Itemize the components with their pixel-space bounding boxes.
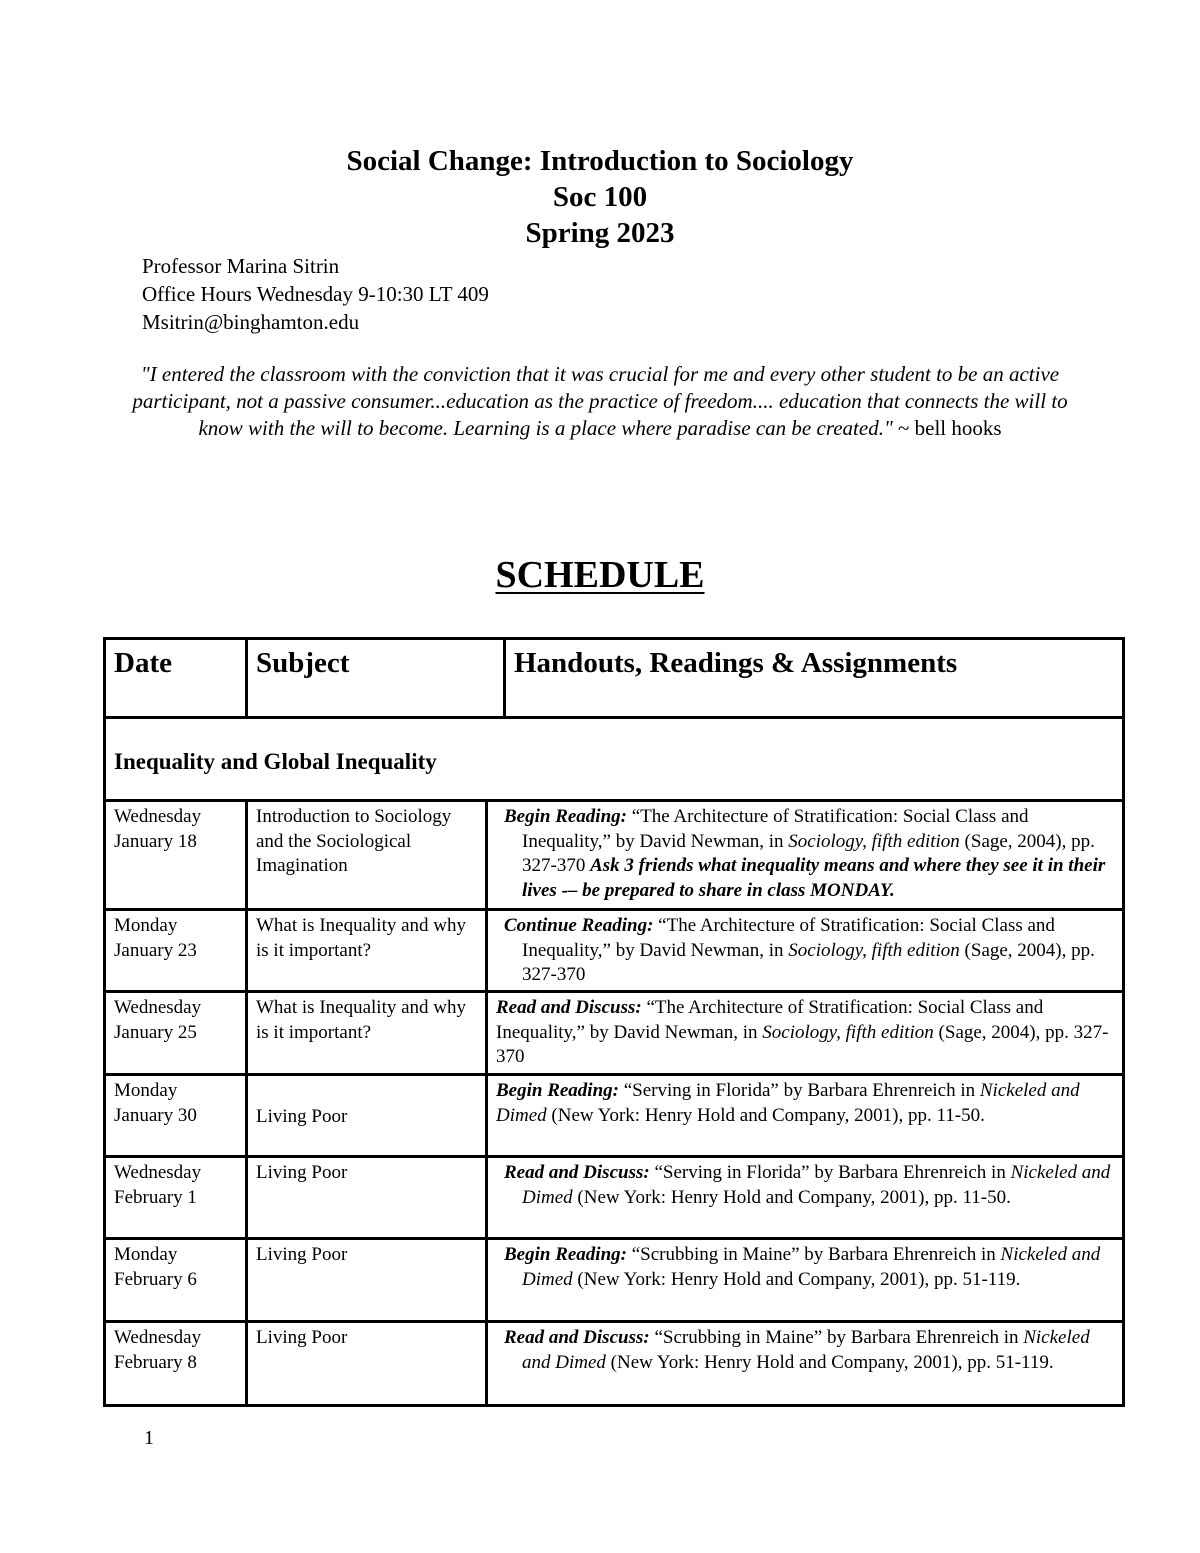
date-cell <box>106 1158 248 1237</box>
readings-cell <box>488 993 1122 1073</box>
row-day: Monday <box>114 915 178 936</box>
table-row <box>106 802 1122 911</box>
quote-attribution: ~ bell hooks <box>892 416 1002 440</box>
reading-tail: (New York: Henry Hold and Company, 2001), pp. 51-119. <box>572 1268 1021 1290</box>
date-cell <box>106 911 248 990</box>
date-cell <box>106 802 248 908</box>
book-title: Sociology, fifth edition <box>762 1021 934 1043</box>
reading-tail: (Sage, 2004), pp. 327-370 <box>496 1021 1109 1067</box>
reading-text: “Serving in Florida” by Barbara Ehrenreich in <box>618 1080 980 1101</box>
reading-label: Read and Discuss: <box>504 1162 650 1183</box>
row-day: Wednesday <box>114 1327 202 1348</box>
readings-cell <box>488 1323 1122 1405</box>
date-cell <box>106 1240 248 1320</box>
epigraph-quote <box>130 361 1070 442</box>
reading-tail: (Sage, 2004), pp. 327-370 <box>522 830 1095 876</box>
reading-label: Begin Reading: <box>504 806 627 827</box>
row-subject: What is Inequality and why is it important? <box>256 915 467 961</box>
table-row <box>106 1076 1122 1158</box>
date-cell <box>106 1076 248 1155</box>
date-cell <box>106 1323 248 1405</box>
table-row <box>106 911 1122 993</box>
assignment-note: Ask 3 friends what inequality means and where they see it in their lives -– be prepared to share in class MONDAY. <box>522 855 1106 901</box>
instructor-email: Msitrin@binghamton.edu <box>142 310 360 334</box>
row-subject: Living Poor <box>256 1162 348 1183</box>
row-day: Wednesday <box>114 806 202 827</box>
table-row <box>106 1240 1122 1323</box>
reading-text: “Scrubbing in Maine” by Barbara Ehrenreich in <box>649 1327 1024 1348</box>
subject-cell <box>248 993 488 1073</box>
quote-text: "I entered the classroom with the conviction that it was crucial for me and every other student to be an active participant, not a passive consumer...education as the practice of freedom.... education that connects the will to know with the will to become. Learning is a place where paradise can be created." <box>132 362 1068 440</box>
reading-label: Read and Discuss: <box>496 997 642 1018</box>
section-row <box>106 719 1122 802</box>
reading-text: “The Architecture of Stratification: Social Class and Inequality,” by David Newman, in <box>522 915 1055 961</box>
reading-tail: (Sage, 2004), pp. 327-370 <box>522 939 1095 985</box>
instructor-name: Professor Marina Sitrin <box>142 254 340 278</box>
book-title: Nickeled and Dimed <box>522 1244 1101 1290</box>
table-row <box>106 1158 1122 1240</box>
course-title: Social Change: Introduction to Sociology <box>346 145 854 177</box>
subject-cell <box>248 1323 488 1405</box>
reading-label: Continue Reading: <box>504 915 654 936</box>
reading-tail: (New York: Henry Hold and Company, 2001), pp. 11-50. <box>572 1186 1011 1208</box>
course-header <box>0 143 1200 251</box>
row-day: Monday <box>114 1080 178 1101</box>
reading-text: “Scrubbing in Maine” by Barbara Ehrenreich in <box>626 1244 1001 1265</box>
table-row <box>106 993 1122 1076</box>
column-header-readings: Handouts, Readings & Assignments <box>514 647 958 679</box>
readings-cell <box>488 1240 1122 1320</box>
reading-label: Begin Reading: <box>504 1244 627 1265</box>
row-subject: Introduction to Sociology and the Sociological Imagination <box>256 806 452 876</box>
row-date: January 18 <box>114 830 197 852</box>
subject-cell <box>248 1076 488 1155</box>
subject-cell <box>248 1158 488 1237</box>
row-date: January 30 <box>114 1104 197 1126</box>
table-row <box>106 1323 1122 1405</box>
readings-cell <box>488 1076 1122 1155</box>
row-date: February 1 <box>114 1186 197 1208</box>
row-date: January 23 <box>114 939 197 961</box>
subject-cell <box>248 911 488 990</box>
reading-label: Begin Reading: <box>496 1080 619 1101</box>
reading-label: Read and Discuss: <box>504 1327 650 1348</box>
reading-tail: (New York: Henry Hold and Company, 2001), pp. 51-119. <box>605 1351 1054 1373</box>
section-title: Inequality and Global Inequality <box>114 749 437 774</box>
schedule-heading: SCHEDULE <box>495 554 705 596</box>
row-subject: Living Poor <box>256 1106 348 1127</box>
reading-tail: (New York: Henry Hold and Company, 2001), pp. 11-50. <box>546 1104 985 1126</box>
reading-text: “The Architecture of Stratification: Social Class and Inequality,” by David Newman, in <box>522 806 1029 852</box>
book-title: Nickeled and Dimed <box>496 1080 1080 1126</box>
date-cell <box>106 993 248 1073</box>
subject-cell <box>248 802 488 908</box>
course-code: Soc 100 <box>552 181 648 213</box>
row-date: January 25 <box>114 1021 197 1043</box>
course-term: Spring 2023 <box>525 217 675 249</box>
page-number: 1 <box>144 1427 154 1449</box>
instructor-info <box>142 252 489 336</box>
readings-cell <box>488 911 1122 990</box>
row-subject: Living Poor <box>256 1327 348 1348</box>
book-title: Sociology, fifth edition <box>788 830 960 852</box>
column-header-date: Date <box>106 640 248 716</box>
row-subject: What is Inequality and why is it important? <box>256 997 467 1043</box>
row-day: Monday <box>114 1244 178 1265</box>
readings-cell <box>488 802 1122 908</box>
reading-text: “The Architecture of Stratification: Social Class and Inequality,” by David Newman, in <box>496 997 1044 1043</box>
book-title: Sociology, fifth edition <box>788 939 960 961</box>
book-title: Nickeled and Dimed <box>522 1162 1111 1208</box>
office-hours: Office Hours Wednesday 9-10:30 LT 409 <box>142 282 489 306</box>
row-day: Wednesday <box>114 997 202 1018</box>
row-date: February 6 <box>114 1268 197 1290</box>
reading-text: “Serving in Florida” by Barbara Ehrenreich in <box>649 1162 1011 1183</box>
book-title: Nickeled and Dimed <box>522 1327 1090 1373</box>
column-header-subject: Subject <box>248 640 506 716</box>
row-day: Wednesday <box>114 1162 202 1183</box>
schedule-table <box>103 637 1125 1407</box>
table-header-row <box>106 640 1122 719</box>
row-date: February 8 <box>114 1351 197 1373</box>
readings-cell <box>488 1158 1122 1237</box>
subject-cell <box>248 1240 488 1320</box>
row-subject: Living Poor <box>256 1244 348 1265</box>
